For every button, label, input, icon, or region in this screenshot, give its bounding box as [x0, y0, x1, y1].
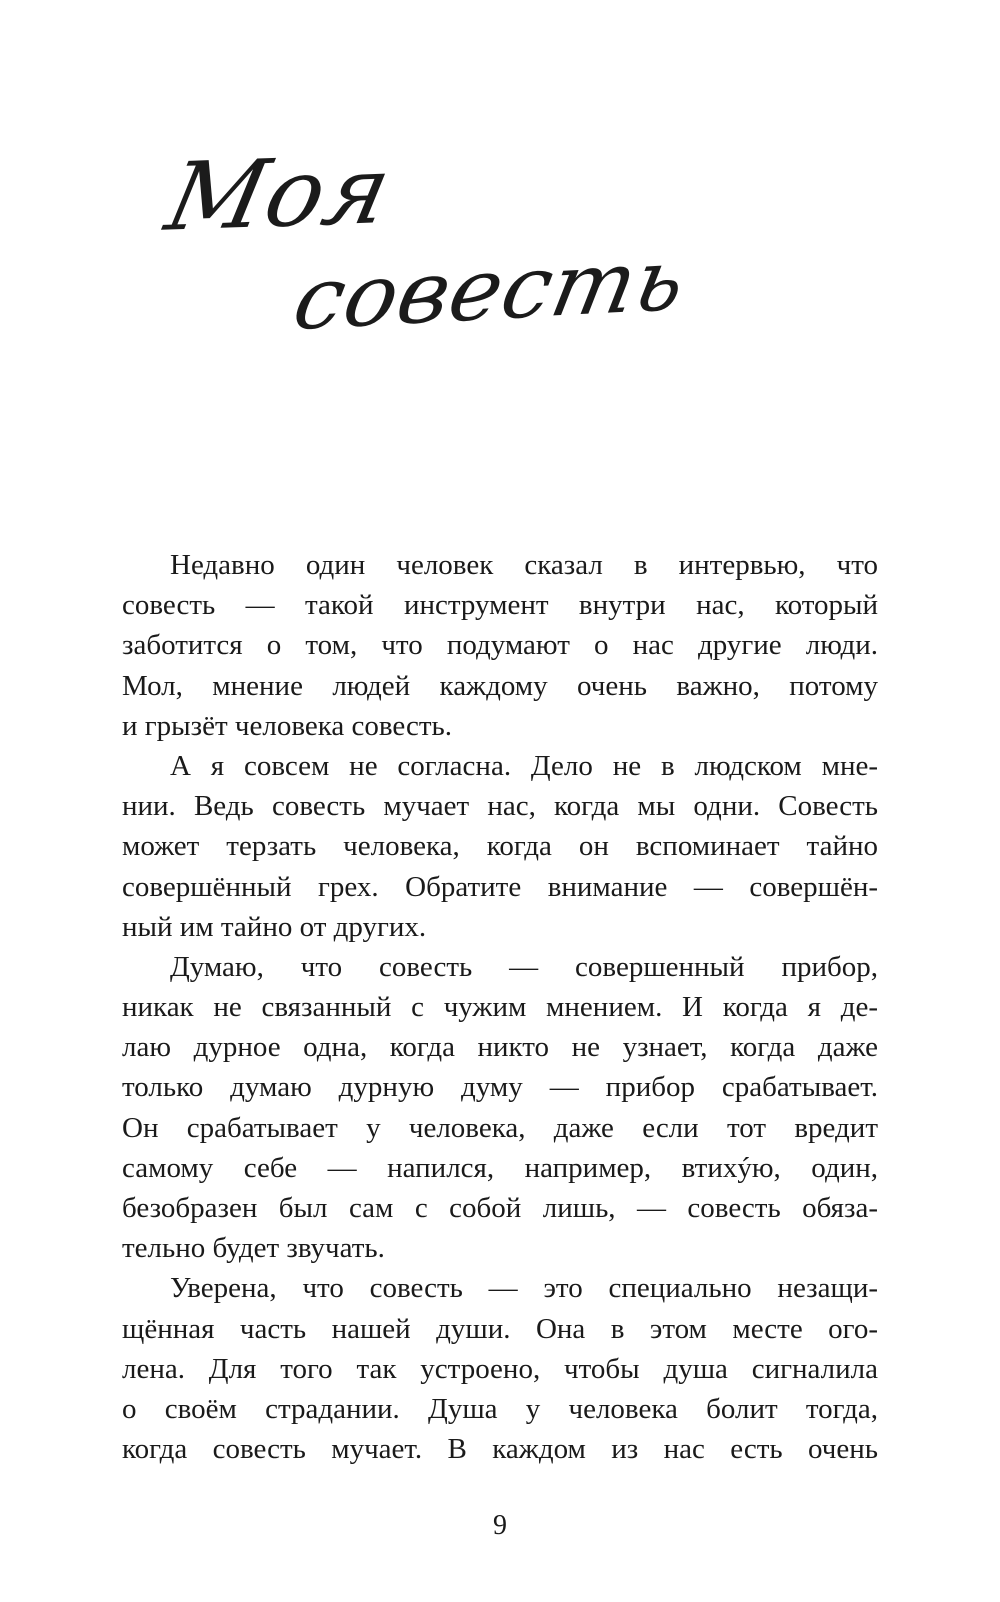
text-line: никак не связанный с чужим мнением. И когда я де-	[122, 991, 878, 1024]
text-line: о своём страдании. Душа у человека болит тогда,	[122, 1392, 878, 1425]
text-line: может терзать человека, когда он вспоминает тайно	[122, 830, 878, 863]
text-line: лена. Для того так устроено, чтобы душа сигналила	[122, 1352, 878, 1385]
page-number: 9	[493, 1510, 507, 1541]
text-line: тельно будет звучать.	[122, 1232, 385, 1265]
chapter-title-line-2: совесть	[285, 230, 695, 350]
text-line: ный им тайно от других.	[122, 910, 427, 943]
text-line: заботится о том, что подумают о нас другие люди.	[122, 629, 878, 662]
text-line: только думаю дурную думу — прибор срабатывает.	[122, 1071, 878, 1104]
text-line: нии. Ведь совесть мучает нас, когда мы одни. Совесть	[122, 790, 878, 823]
text-line: Он срабатывает у человека, даже если тот вредит	[122, 1111, 878, 1144]
text-line: совершённый грех. Обратите внимание — совершён-	[122, 870, 878, 903]
text-line: щённая часть нашей души. Она в этом месте ого-	[122, 1312, 878, 1345]
text-line: Уверена, что совесть — это специально незащи-	[170, 1272, 878, 1305]
text-line: Думаю, что совесть — совершенный прибор,	[170, 950, 878, 983]
text-line: лаю дурное одна, когда никто не узнает, когда даже	[122, 1031, 878, 1064]
text-line: Недавно один человек сказал в интервью, что	[170, 549, 878, 581]
chapter-title	[157, 136, 695, 350]
text-line: самому себе — напился, например, втихýю, один,	[122, 1151, 878, 1184]
text-line: безобразен был сам с собой лишь, — совесть обяза-	[122, 1192, 878, 1224]
text-line: и грызёт человека совесть.	[122, 709, 453, 742]
text-line: А я совсем не согласна. Дело не в людском мне-	[170, 749, 878, 782]
text-line: когда совесть мучает. В каждом из нас есть очень	[122, 1433, 878, 1466]
text-line: совесть — такой инструмент внутри нас, который	[122, 589, 878, 622]
text-line: Мол, мнение людей каждому очень важно, потому	[122, 669, 878, 702]
chapter-title-line-1: Моя	[157, 136, 401, 253]
body-text	[122, 545, 878, 1469]
